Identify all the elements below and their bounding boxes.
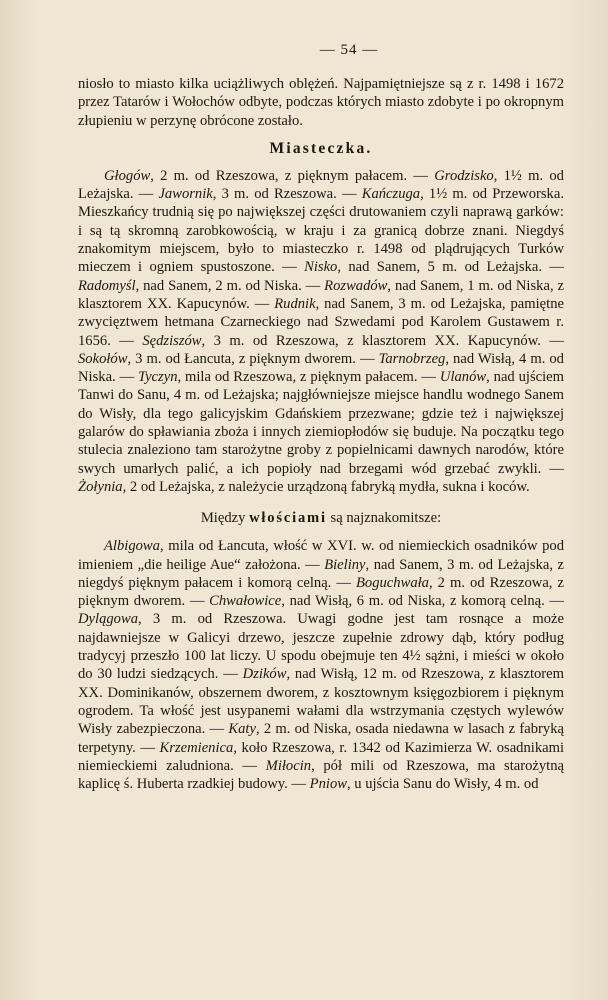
town-name: Sokołów (78, 350, 128, 367)
town-text: , nad Sanem, 3 m. od Leżajska, pamiętne zwycięztwem hetmana Czarneckiego nad Szwedami pod Karolem Gustawem r. 1656. — (78, 295, 564, 349)
town-text: , 3 m. od Łancuta, z pięknym dworem. — (127, 350, 379, 367)
town-name: Sędziszów (142, 332, 202, 349)
town-text: , 3 m. od Rzeszowa. — (212, 186, 362, 203)
village-text: , nad Wisłą, 12 m. od Rzeszowa, z klasztorem XX. Dominikanów, obszernem dworem, z kosztownym księgozbiorem i pięknym ogrodem. Ta włość jest usypanemi wałami dla wstrzymania częstych wylewów Wisły zabezpieczona. — (78, 666, 564, 738)
villages-heading-post: są najznakomitsze: (326, 510, 442, 527)
village-name: Albigowa (104, 538, 160, 555)
town-name: Grodzisko (434, 167, 494, 184)
town-text: , nad Sanem, 1 m. od Niska, z klasztorem XX. Kapucynów. — (78, 277, 564, 312)
town-text: , nad ujściem Tanwi do Sanu, 4 m. od Leżajska; najgłówniejsze miejsce handlu wodnego Sanem do Wisły, dla tego galicyjskim Gdańskiem przezwane; gdzie też i największej galarów do spławiania zboża i innych ziemiopłodów się buduje. Na początku tego stulecia znaleziono tam starożytne groby z popielnicami dawnych narodów, które swych umarłych palić, a ich popioły nad brzegami wód grzebać zwykli. — (78, 369, 564, 477)
page-number: — 54 — (319, 42, 379, 58)
town-name: Rudnik (274, 295, 316, 312)
town-name: Jawornik (158, 186, 213, 203)
village-name: Miłocin (265, 757, 312, 774)
village-text: , nad Sanem, 3 m. od Leżajska, z niegdyś pięknym pałacem i komorą celną. — (78, 556, 564, 591)
town-name: Żołynia (78, 478, 123, 495)
village-name: Pniow (309, 776, 347, 793)
town-name: Ulanów (439, 369, 487, 386)
villages-entries (78, 538, 564, 792)
town-text: , 2 m. od Rzeszowa, z pięknym pałacem. — (150, 167, 435, 184)
village-name: Chwałowice (209, 593, 282, 610)
village-name: Katy (228, 721, 256, 738)
towns-paragraph (78, 167, 564, 496)
village-text: , nad Wisłą, 6 m. od Niska, z komorą celną. — (281, 593, 564, 610)
town-name: Tyczyn (138, 369, 178, 386)
village-text: , pół mili od Rzeszowa, ma starożytną kaplicę ś. Huberta rzadkiej budowy. — (78, 757, 564, 793)
towns-entries (78, 168, 564, 495)
town-text: , nad Wisłą, 4 m. od Niska. — (78, 350, 564, 386)
town-text: , 2 od Leżajska, z należycie urządzoną fabryką mydła, sukna i koców. (122, 478, 530, 495)
town-text: , 1½ m. od Przeworska. Mieszkańcy trudnią się po największej części drutowaniem czyli naprawą garków: i są tą skromną zarobkowością, w kraju i za granicą dobrze znani. Niegdyś znakomitym miejscem, było to miasteczko r. 1498 od plądrujących Turków mieczem i ogniem spustoszone. — (78, 186, 564, 276)
town-text: , 1½ m. od Leżajska. — (78, 167, 564, 203)
village-text: , koło Rzeszowa, r. 1342 od Kazimierza W. osadnikami niemieckiemi zaludniona. — (78, 739, 565, 774)
town-name: Tarnobrzeg (378, 350, 446, 367)
town-text: , nad Sanem, 5 m. od Leżajska. — (337, 259, 564, 276)
villages-heading-spaced: włościami (249, 510, 327, 527)
town-text: , mila od Rzeszowa, z pięknym pałacem. — (177, 369, 440, 386)
village-text: , mila od Łancuta, włość w XVI. w. od niemieckich osadników pod imieniem „die heilige Aue“ założona. — (78, 538, 564, 573)
villages-heading-pre: Między (200, 510, 250, 527)
village-name: Boguchwała (356, 574, 429, 591)
village-text: , 3 m. od Rzeszowa. Uwagi godne jest tam rosnące a może najdawniejsze w Galicyi drzewo, jeszcze zupełnie zdrowy dąb, który podług tradycyj przeszło 100 lat liczy. U spodu obejmuje ten 4½ sążni, i mieści w około do 30 ludzi siedzących. — (78, 611, 564, 683)
town-text: , nad Sanem, 2 m. od Niska. — (135, 277, 325, 294)
village-text: , u ujścia Sanu do Wisły, 4 m. od (346, 776, 539, 793)
villages-heading (78, 510, 564, 527)
town-name: Głogów (104, 167, 151, 184)
village-name: Dylągowa (78, 611, 138, 628)
intro-paragraph: niosło to miasto kilka uciążliwych oblężeń. Najpamiętniejsze są z r. 1498 i 1672 przez Tatarów i Wołochów odbyte, podczas których miasto zdobyte i po okropnym złupieniu w perzynę obrócone zostało. (78, 76, 564, 129)
village-name: Dzików (242, 666, 287, 683)
town-name: Rozwadów (324, 277, 388, 294)
village-text: , 2 m. od Niska, osada niedawna w lasach z fabryką terpetyny. — (78, 721, 564, 756)
village-name: Krzemienica (159, 739, 234, 756)
town-text: , 3 m. od Rzeszowa, z klasztorem XX. Kapucynów. — (201, 332, 564, 349)
town-name: Nisko (304, 259, 338, 276)
village-name: Bieliny (324, 556, 366, 573)
town-name: Radomyśl (78, 277, 136, 294)
towns-heading: Miasteczka. (269, 139, 373, 157)
town-name: Kańczuga (361, 186, 421, 203)
villages-paragraph (78, 537, 564, 793)
village-text: , 2 m. od Rzeszowa, z pięknym dworem. — (78, 574, 564, 610)
